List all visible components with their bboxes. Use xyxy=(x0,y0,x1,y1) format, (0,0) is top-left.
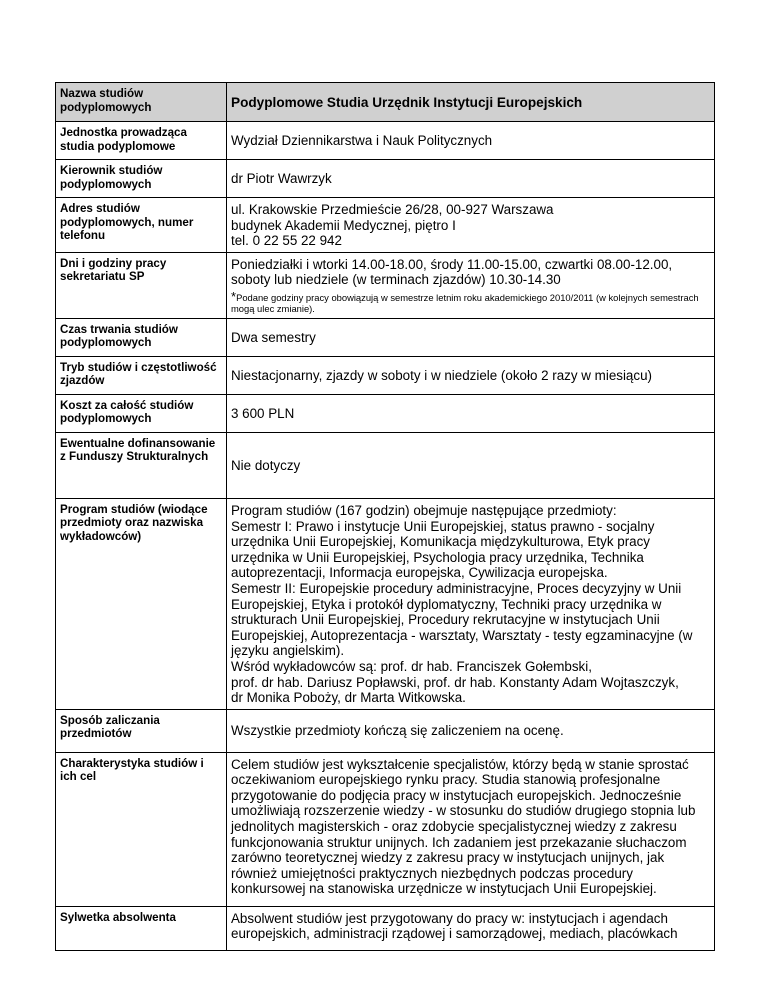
row-value xyxy=(227,122,715,160)
office-hours-note xyxy=(231,288,710,315)
row-value xyxy=(227,160,715,198)
row-value xyxy=(227,498,715,709)
row-label: Nazwa studiów podyplomowych xyxy=(56,83,227,122)
value-line: prof. dr hab. Dariusz Popławski, prof. dr hab. Konstanty Adam Wojtaszczyk, xyxy=(231,674,679,690)
row-value xyxy=(227,432,715,498)
value-line: Wszystkie przedmioty kończą się zaliczeniem na ocenę. xyxy=(231,723,564,739)
studies-info-table xyxy=(55,82,715,951)
row-label: Czas trwania studiów podyplomowych xyxy=(56,318,227,356)
row-value xyxy=(227,906,715,950)
value-line: budynek Akademii Medycznej, piętro I xyxy=(231,217,456,233)
value-line: Poniedziałki i wtorki 14.00-18.00, środy 11.00-15.00, czwartki 08.00-12.00, xyxy=(231,256,673,272)
row-label: Kierownik studiów podyplomowych xyxy=(56,160,227,198)
row-office-hours xyxy=(56,252,715,318)
value-line: Celem studiów jest wykształcenie specjalistów, którzy będą w stanie sprostać oczekiwaniom europejskiego rynku pracy. Studia stanowią profesjonalne przygotowanie do podjęcia pracy w instytucjach europejskich. Jednocześnie umożliwiają rozszerzenie wiedzy - w stosunku do studiów drugiego stopnia lub jednolitych magisterskich - oraz zdobycie specjalistycznej wiedzy z zakresu funkcjonowania struktur unijnych. Ich zadaniem jest przekazanie słuchaczom zarówno teoretycznej wiedzy z zakresu pracy w instytucjach unijnych, jak również umiejętności praktycznych niezbędnych podczas procedury konkursowej na stanowiska urzędnicze w instytucjach Unii Europejskiej. xyxy=(231,756,696,897)
row-graduate-profile xyxy=(56,906,715,950)
note-text: Podane godziny pracy obowiązują w semestrze letnim roku akademickiego 2010/2011 (w kolejnych semestrach mogą ulec zmianie). xyxy=(231,291,699,315)
row-characteristics xyxy=(56,752,715,906)
row-value xyxy=(227,394,715,432)
note-asterisk: * xyxy=(231,288,237,304)
value-line: Program studiów (167 godzin) obejmuje następujące przedmioty: xyxy=(231,502,617,518)
value-line: Semestr I: Prawo i instytucje Unii Europejskiej, status prawno - socjalny urzędnika Unii Europejskiej, Komunikacja międzykulturowa, Etyk pracy urzędnika w Unii Europejskiej, Psychologia pracy urzędnika, Technika autoprezentacji, Informacja europejska, Cywilizacja europejska. xyxy=(231,518,655,581)
value-line: Dwa semestry xyxy=(231,330,316,346)
row-label: Charakterystyka studiów i ich cel xyxy=(56,752,227,906)
row-label: Adres studiów podyplomowych, numer telefonu xyxy=(56,198,227,253)
row-label: Jednostka prowadząca studia podyplomowe xyxy=(56,122,227,160)
value-line: dr Monika Poboży, dr Marta Witkowska. xyxy=(231,690,466,706)
row-study-name xyxy=(56,83,715,122)
value-line: Nie dotyczy xyxy=(231,458,301,474)
row-address xyxy=(56,198,715,253)
value-line: tel. 0 22 55 22 942 xyxy=(231,233,342,249)
document-page xyxy=(55,82,715,951)
row-value xyxy=(227,198,715,253)
row-label: Sylwetka absolwenta xyxy=(56,906,227,950)
row-label: Sposób zaliczania przedmiotów xyxy=(56,709,227,752)
row-label: Ewentualne dofinansowanie z Funduszy Strukturalnych xyxy=(56,432,227,498)
value-line: Niestacjonarny, zjazdy w soboty i w niedziele (około 2 razy w miesiącu) xyxy=(231,368,652,384)
value-line: soboty lub niedziele (w terminach zjazdów) 10.30-14.30 xyxy=(231,272,561,288)
row-label: Program studiów (wiodące przedmioty oraz nazwiska wykładowców) xyxy=(56,498,227,709)
value-line: Wśród wykładowców są: prof. dr hab. Franciszek Gołembski, xyxy=(231,658,592,674)
value-line: Absolwent studiów jest przygotowany do pracy w: instytucjach i agendach europejskich, administracji rządowej i samorządowej, mediach, placówkach xyxy=(231,910,678,942)
value-line: 3 600 PLN xyxy=(231,406,295,422)
value-line: Wydział Dziennikarstwa i Nauk Politycznych xyxy=(231,133,493,149)
row-mode xyxy=(56,356,715,394)
row-label: Koszt za całość studiów podyplomowych xyxy=(56,394,227,432)
row-assessment xyxy=(56,709,715,752)
row-label: Tryb studiów i częstotliwość zjazdów xyxy=(56,356,227,394)
row-value xyxy=(227,709,715,752)
value-line: ul. Krakowskie Przedmieście 26/28, 00-927 Warszawa xyxy=(231,202,554,217)
row-cost xyxy=(56,394,715,432)
row-value xyxy=(227,83,715,122)
row-funding xyxy=(56,432,715,498)
row-unit xyxy=(56,122,715,160)
value-line: Semestr II: Europejskie procedury administracyjne, Proces decyzyjny w Unii Europejskiej, Etyka i protokół dyplomatyczny, Techniki pracy urzędnika w strukturach Unii Europejskiej, Procedury rekrutacyjne w instytucjach Unii Europejskiej, Autoprezentacja - warsztaty, Warsztaty - testy egzaminacyjne (w języku angielskim). xyxy=(231,580,693,659)
row-value xyxy=(227,752,715,906)
row-value xyxy=(227,356,715,394)
row-label: Dni i godziny pracy sekretariatu SP xyxy=(56,252,227,318)
value-line: dr Piotr Wawrzyk xyxy=(231,171,332,187)
value-line: Podyplomowe Studia Urzędnik Instytucji Europejskich xyxy=(231,94,583,110)
row-value xyxy=(227,252,715,318)
row-value xyxy=(227,318,715,356)
row-program xyxy=(56,498,715,709)
row-director xyxy=(56,160,715,198)
row-duration xyxy=(56,318,715,356)
